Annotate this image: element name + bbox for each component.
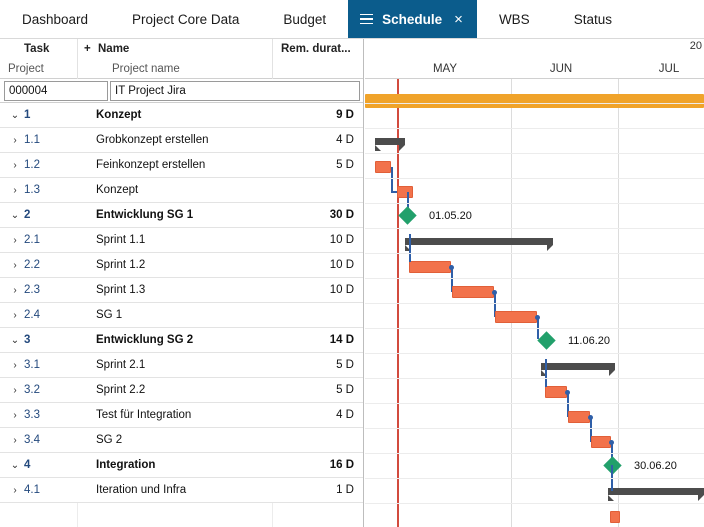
grid-header-row-2 xyxy=(0,59,364,79)
summary-bar-entwicklung-sg2[interactable] xyxy=(541,363,615,370)
row-name[interactable]: Sprint 2.1 xyxy=(96,359,146,371)
gantt-row-line xyxy=(365,328,704,329)
chevron-right-icon[interactable]: › xyxy=(13,410,17,421)
gantt-row-line xyxy=(365,403,704,404)
task-bar-sprint-1-1[interactable] xyxy=(409,261,451,273)
project-summary-bar[interactable] xyxy=(365,94,704,108)
dependency-link-dot xyxy=(565,390,570,395)
row-name[interactable]: Konzept xyxy=(96,109,142,121)
chevron-right-icon[interactable]: › xyxy=(13,310,17,321)
project-id-input[interactable] xyxy=(4,81,108,101)
row-name[interactable]: Sprint 1.1 xyxy=(96,234,146,246)
row-name[interactable]: Entwicklung SG 2 xyxy=(96,334,194,346)
row-wbs-code: 1.3 xyxy=(24,184,40,196)
row-wbs-code: 4.1 xyxy=(24,484,40,496)
gantt-row-line xyxy=(365,428,704,429)
chevron-right-icon[interactable]: › xyxy=(13,385,17,396)
row-wbs-code: 1.2 xyxy=(24,159,40,171)
row-wbs-code: 1.1 xyxy=(24,134,40,146)
row-remaining-duration[interactable]: 10 D xyxy=(329,234,354,246)
task-bar-sprint-1-3[interactable] xyxy=(495,311,537,323)
gantt-row-line xyxy=(365,128,704,129)
tab-status[interactable] xyxy=(552,0,634,38)
tab-wbs-label: WBS xyxy=(498,11,530,27)
row-wbs-code: 2.1 xyxy=(24,234,40,246)
tab-project-core-data-label: Project Core Data xyxy=(132,11,240,27)
gantt-row-line xyxy=(365,178,704,179)
chevron-down-icon[interactable]: ⌄ xyxy=(10,210,20,221)
gantt-row-line xyxy=(365,153,704,154)
task-row-list xyxy=(0,103,364,527)
gantt-row-line xyxy=(365,303,704,304)
column-header-task[interactable]: Task xyxy=(24,43,50,55)
gantt-row-line xyxy=(365,478,704,479)
row-name[interactable]: Sprint 1.2 xyxy=(96,259,146,271)
gantt-row-line xyxy=(365,378,704,379)
summary-bar-konzept[interactable] xyxy=(375,138,405,145)
dependency-link xyxy=(391,167,393,192)
row-name[interactable]: Entwicklung SG 1 xyxy=(96,209,194,221)
summary-bar-entwicklung-sg1[interactable] xyxy=(405,238,553,245)
tab-status-label: Status xyxy=(573,11,612,27)
row-remaining-duration[interactable]: 16 D xyxy=(329,459,354,471)
row-name[interactable]: Grobkonzept erstellen xyxy=(96,134,209,146)
timeline-year-label: 20 xyxy=(689,40,702,52)
table-row[interactable] xyxy=(0,153,364,178)
row-wbs-code: 3.1 xyxy=(24,359,40,371)
tab-wbs[interactable] xyxy=(477,0,552,38)
main-tab-bar xyxy=(0,0,704,39)
row-remaining-duration[interactable]: 5 D xyxy=(336,159,354,171)
timeline-month-jun: JUN xyxy=(549,63,573,75)
task-bar-sprint-2-1[interactable] xyxy=(545,386,567,398)
table-row[interactable] xyxy=(0,128,364,153)
row-remaining-duration[interactable]: 30 D xyxy=(329,209,354,221)
tab-schedule[interactable] xyxy=(348,0,477,38)
tab-dashboard[interactable] xyxy=(0,0,110,38)
row-remaining-duration[interactable]: 4 D xyxy=(336,409,354,421)
column-header-duration[interactable]: Rem. durat... xyxy=(281,43,351,55)
row-wbs-code: 3.3 xyxy=(24,409,40,421)
gantt-row-line xyxy=(365,503,704,504)
milestone-sg1[interactable] xyxy=(537,331,555,349)
row-wbs-code: 2.4 xyxy=(24,309,40,321)
milestone-label-konzept: 01.05.20 xyxy=(429,210,472,222)
gantt-row-line xyxy=(365,453,704,454)
gantt-timeline-header xyxy=(365,39,704,79)
gantt-row-line xyxy=(365,278,704,279)
row-name[interactable]: SG 2 xyxy=(96,434,123,446)
tab-dashboard-label: Dashboard xyxy=(22,11,89,27)
row-name[interactable]: Konzept xyxy=(96,184,139,196)
gantt-row-line xyxy=(365,353,704,354)
row-wbs-code: 4 xyxy=(24,459,31,471)
row-remaining-duration[interactable]: 10 D xyxy=(329,284,354,296)
close-icon[interactable]: × xyxy=(454,10,463,28)
table-row[interactable] xyxy=(0,403,364,428)
task-bar-feinkonzept[interactable] xyxy=(397,186,413,198)
gantt-row-line xyxy=(365,103,704,104)
dependency-link-dot xyxy=(588,415,593,420)
tab-project-core-data[interactable] xyxy=(110,0,261,38)
chevron-down-icon[interactable]: ⌄ xyxy=(10,460,20,471)
row-name[interactable]: SG 1 xyxy=(96,309,123,321)
row-wbs-code: 2.2 xyxy=(24,259,40,271)
row-remaining-duration[interactable]: 1 D xyxy=(336,484,354,496)
task-bar-sprint-2-2[interactable] xyxy=(568,411,590,423)
chevron-right-icon[interactable]: › xyxy=(13,260,17,271)
gantt-row-line xyxy=(365,203,704,204)
row-wbs-code: 3.4 xyxy=(24,434,40,446)
dependency-link-dot xyxy=(609,440,614,445)
task-bar-grobkonzept[interactable] xyxy=(375,161,391,173)
row-name[interactable]: Feinkonzept erstellen xyxy=(96,159,206,171)
chevron-right-icon[interactable]: › xyxy=(13,235,17,246)
task-bar-iteration-und-infra[interactable] xyxy=(610,511,620,523)
project-name-input[interactable] xyxy=(110,81,360,101)
chevron-right-icon[interactable]: › xyxy=(13,485,17,496)
column-header-name[interactable]: Name xyxy=(98,43,130,55)
dependency-link xyxy=(409,234,411,262)
timeline-month-jul: JUL xyxy=(658,63,680,75)
chevron-right-icon[interactable]: › xyxy=(13,285,17,296)
row-wbs-code: 2.3 xyxy=(24,284,40,296)
row-remaining-duration[interactable]: 5 D xyxy=(336,384,354,396)
row-wbs-code: 1 xyxy=(24,109,31,121)
tab-budget-label: Budget xyxy=(283,11,327,27)
table-row[interactable] xyxy=(0,253,364,278)
row-name[interactable]: Test für Integration xyxy=(96,409,192,421)
row-wbs-code: 3.2 xyxy=(24,384,40,396)
table-row[interactable] xyxy=(0,228,364,253)
row-remaining-duration[interactable]: 14 D xyxy=(329,334,354,346)
table-row[interactable] xyxy=(0,178,364,203)
chevron-right-icon[interactable]: › xyxy=(13,360,17,371)
dependency-link-dot xyxy=(449,265,454,270)
subheader-project: Project xyxy=(8,63,44,75)
gantt-row-line xyxy=(365,253,704,254)
row-name[interactable]: Integration xyxy=(96,459,156,471)
table-row[interactable] xyxy=(0,478,364,503)
row-name[interactable]: Iteration und Infra xyxy=(96,484,187,496)
table-row[interactable] xyxy=(0,103,364,128)
chevron-right-icon[interactable]: › xyxy=(13,185,17,196)
row-remaining-duration[interactable]: 5 D xyxy=(336,359,354,371)
row-name[interactable]: Sprint 2.2 xyxy=(96,384,146,396)
table-row[interactable] xyxy=(0,328,364,353)
chevron-right-icon[interactable]: › xyxy=(13,435,17,446)
dependency-link-dot xyxy=(492,290,497,295)
milestone-konzept[interactable] xyxy=(398,206,416,224)
table-row[interactable] xyxy=(0,453,364,478)
row-remaining-duration[interactable]: 9 D xyxy=(336,109,354,121)
project-row xyxy=(0,79,364,103)
task-bar-sprint-1-2[interactable] xyxy=(452,286,494,298)
row-wbs-code: 3 xyxy=(24,334,31,346)
tab-schedule-label: Schedule xyxy=(382,11,443,27)
row-remaining-duration[interactable]: 10 D xyxy=(329,259,354,271)
row-wbs-code: 2 xyxy=(24,209,31,221)
table-row[interactable] xyxy=(0,303,364,328)
table-row[interactable] xyxy=(0,278,364,303)
grid-header-row-1 xyxy=(0,39,364,59)
timeline-month-may: MAY xyxy=(432,63,458,75)
table-row[interactable] xyxy=(0,203,364,228)
add-column-icon[interactable]: + xyxy=(84,43,91,55)
row-name[interactable]: Sprint 1.3 xyxy=(96,284,146,296)
gantt-chart xyxy=(365,39,704,527)
chevron-right-icon[interactable]: › xyxy=(13,160,17,171)
chevron-down-icon[interactable]: ⌄ xyxy=(10,335,20,346)
dependency-link-dot xyxy=(535,315,540,320)
hamburger-icon xyxy=(360,14,373,25)
gantt-row-line xyxy=(365,228,704,229)
row-remaining-duration[interactable]: 4 D xyxy=(336,134,354,146)
chevron-right-icon[interactable]: › xyxy=(13,135,17,146)
task-bar-test-integration[interactable] xyxy=(591,436,611,448)
table-row[interactable] xyxy=(0,378,364,403)
tab-budget[interactable] xyxy=(261,0,348,38)
gantt-body[interactable] xyxy=(365,79,704,527)
dependency-link xyxy=(545,359,547,387)
milestone-label-sg2: 30.06.20 xyxy=(634,460,677,472)
task-grid xyxy=(0,39,364,527)
milestone-label-sg1: 11.06.20 xyxy=(568,335,611,347)
table-row[interactable] xyxy=(0,353,364,378)
grid-header xyxy=(0,39,363,79)
chevron-down-icon[interactable]: ⌄ xyxy=(10,110,20,121)
subheader-project-name: Project name xyxy=(112,63,180,75)
table-row[interactable] xyxy=(0,428,364,453)
summary-bar-integration[interactable] xyxy=(608,488,704,495)
